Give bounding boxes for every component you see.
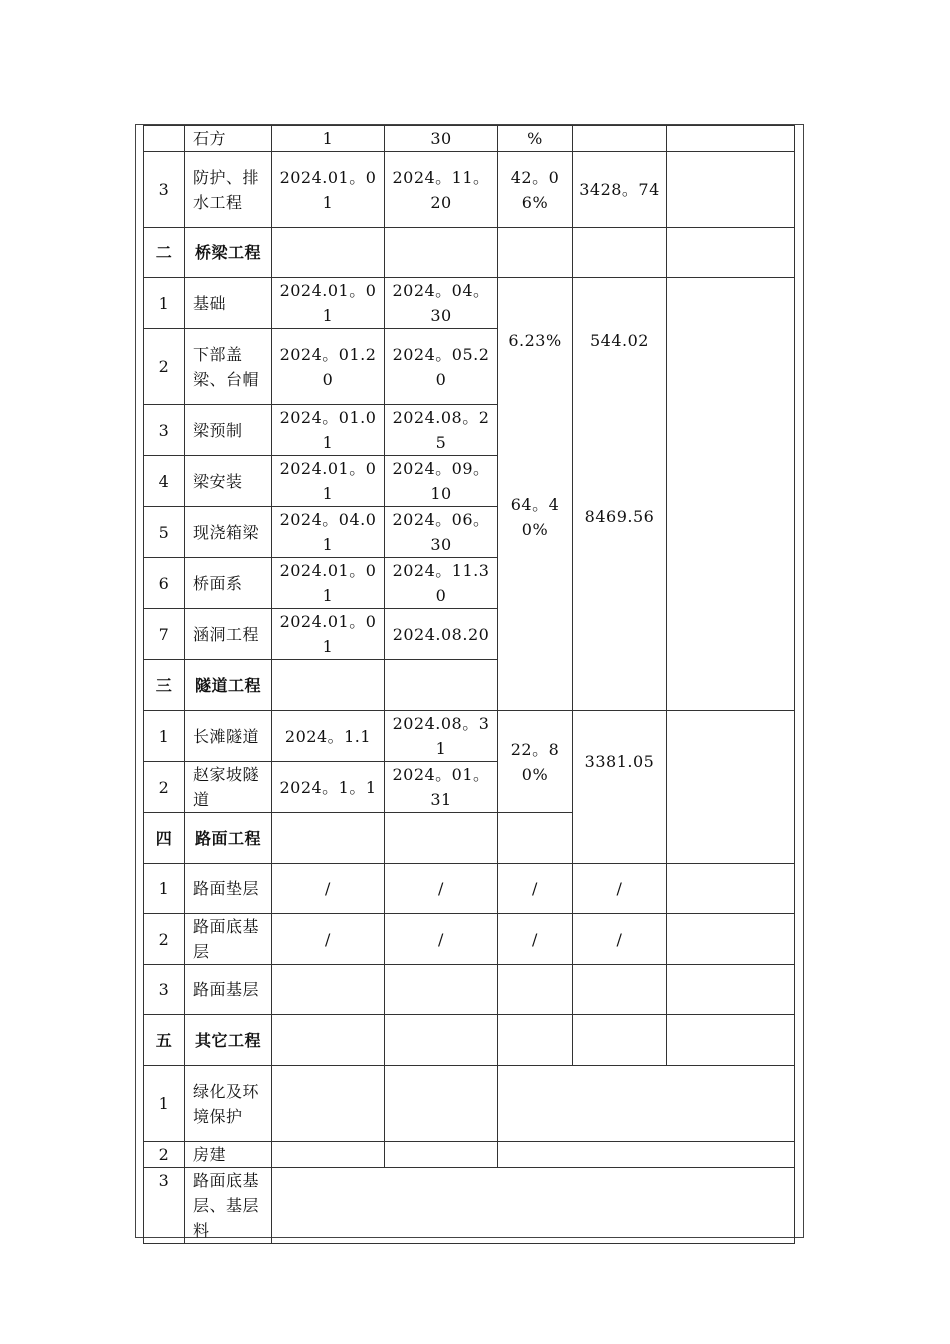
cell-start: 1 xyxy=(272,126,385,152)
cell-end xyxy=(385,1015,498,1066)
cell-amount xyxy=(573,965,667,1015)
cell-end xyxy=(385,228,498,278)
bridge-pct-merged xyxy=(498,278,573,711)
cell-start: 2024.01。01 xyxy=(272,278,385,329)
cell-name: 梁预制 xyxy=(185,405,272,456)
cell-name: 路面底基层、基层料 xyxy=(185,1168,272,1244)
cell-amount: / xyxy=(573,914,667,965)
cell-name: 基础 xyxy=(185,278,272,329)
cell-pct: / xyxy=(498,914,573,965)
cell-start xyxy=(272,1015,385,1066)
bridge-note-merged xyxy=(667,278,795,711)
bridge-amount-merged xyxy=(573,278,667,711)
cell-start xyxy=(272,660,385,711)
cell-rest xyxy=(498,1066,795,1142)
cell-no: 3 xyxy=(144,405,185,456)
cell-no: 6 xyxy=(144,558,185,609)
cell-amount xyxy=(573,126,667,152)
section-title: 路面工程 xyxy=(185,813,272,864)
table-row xyxy=(144,1168,795,1244)
cell-name: 桥面系 xyxy=(185,558,272,609)
cell-note xyxy=(667,1015,795,1066)
bridge-amount-a: 544.02 xyxy=(590,331,649,350)
cell-name: 长滩隧道 xyxy=(185,711,272,762)
cell-amount xyxy=(573,228,667,278)
cell-start: 2024。1.1 xyxy=(272,711,385,762)
cell-end: 2024。05.20 xyxy=(385,329,498,405)
cell-no: 2 xyxy=(144,329,185,405)
cell-note xyxy=(667,864,795,914)
cell-end: / xyxy=(385,864,498,914)
cell-no: 1 xyxy=(144,278,185,329)
cell-start: 2024。01.20 xyxy=(272,329,385,405)
cell-name: 绿化及环境保护 xyxy=(185,1066,272,1142)
cell-name: 房建 xyxy=(185,1142,272,1168)
table-row xyxy=(144,1066,795,1142)
cell-end xyxy=(385,1066,498,1142)
cell-no: 1 xyxy=(144,711,185,762)
section-number: 三 xyxy=(144,660,185,711)
tunnel-note-merged xyxy=(667,711,795,864)
cell-end xyxy=(385,660,498,711)
tunnel-pct-merged: 22。80% xyxy=(498,711,573,813)
cell-pct: / xyxy=(498,864,573,914)
table-row xyxy=(144,914,795,965)
cell-start: / xyxy=(272,914,385,965)
cell-name: 涵洞工程 xyxy=(185,609,272,660)
section-title: 其它工程 xyxy=(185,1015,272,1066)
cell-start: 2024。01.01 xyxy=(272,405,385,456)
cell-pct xyxy=(498,965,573,1015)
table-row xyxy=(144,864,795,914)
cell-no: 1 xyxy=(144,1066,185,1142)
cell-name: 下部盖梁、台帽 xyxy=(185,329,272,405)
cell-start xyxy=(272,965,385,1015)
bridge-pct-a: 6.23% xyxy=(508,331,562,350)
table-row xyxy=(144,965,795,1015)
table-row xyxy=(144,278,795,329)
cell-end: 2024.08.20 xyxy=(385,609,498,660)
cell-start: 2024.01。01 xyxy=(272,558,385,609)
cell-name: 石方 xyxy=(185,126,272,152)
cell-end: 2024。09。10 xyxy=(385,456,498,507)
section-title: 桥梁工程 xyxy=(185,228,272,278)
cell-note xyxy=(667,228,795,278)
cell-no: 5 xyxy=(144,507,185,558)
cell-pct: 42。06% xyxy=(498,152,573,228)
table-row xyxy=(144,126,795,152)
table-row xyxy=(144,711,795,762)
cell-rest xyxy=(498,1142,795,1168)
cell-no: 2 xyxy=(144,762,185,813)
cell-start: 2024。04.01 xyxy=(272,507,385,558)
cell-no: 2 xyxy=(144,1142,185,1168)
cell-amount xyxy=(573,1015,667,1066)
cell-end: 2024.08。31 xyxy=(385,711,498,762)
cell-start: 2024。1。1 xyxy=(272,762,385,813)
cell-name: 现浇箱梁 xyxy=(185,507,272,558)
cell-start: 2024.01。01 xyxy=(272,152,385,228)
cell-end: / xyxy=(385,914,498,965)
cell-name: 防护、排水工程 xyxy=(185,152,272,228)
cell-end: 2024。04。30 xyxy=(385,278,498,329)
cell-start xyxy=(272,1066,385,1142)
section-number: 二 xyxy=(144,228,185,278)
bridge-amount-b: 8469.56 xyxy=(584,507,655,526)
cell-note xyxy=(667,914,795,965)
cell-end: 2024.08。25 xyxy=(385,405,498,456)
tunnel-amount-merged: 3381.05 xyxy=(573,711,667,864)
cell-no: 2 xyxy=(144,914,185,965)
cell-no: 4 xyxy=(144,456,185,507)
cell-no: 3 xyxy=(144,152,185,228)
cell-name: 路面垫层 xyxy=(185,864,272,914)
cell-no: 3 xyxy=(144,965,185,1015)
cell-start xyxy=(272,228,385,278)
cell-note xyxy=(667,126,795,152)
cell-start xyxy=(272,813,385,864)
cell-name: 路面基层 xyxy=(185,965,272,1015)
cell-name: 路面底基层 xyxy=(185,914,272,965)
cell-end: 2024。11.30 xyxy=(385,558,498,609)
cell-amount: 3428。74 xyxy=(573,152,667,228)
cell-pct xyxy=(498,228,573,278)
section-number: 四 xyxy=(144,813,185,864)
cell-no: 7 xyxy=(144,609,185,660)
cell-start: 2024.01。01 xyxy=(272,609,385,660)
cell-end xyxy=(385,965,498,1015)
cell-amount: / xyxy=(573,864,667,914)
cell-note xyxy=(667,965,795,1015)
cell-end: 2024。11。20 xyxy=(385,152,498,228)
bridge-pct-b: 64。40% xyxy=(510,495,560,539)
schedule-table xyxy=(143,125,795,1244)
cell-start: 2024.01。01 xyxy=(272,456,385,507)
cell-name: 赵家坡隧道 xyxy=(185,762,272,813)
cell-end: 30 xyxy=(385,126,498,152)
section-number: 五 xyxy=(144,1015,185,1066)
cell-no: 1 xyxy=(144,864,185,914)
cell-name: 梁安装 xyxy=(185,456,272,507)
cell-rest xyxy=(272,1168,795,1244)
section-row xyxy=(144,228,795,278)
table-row xyxy=(144,152,795,228)
cell-end xyxy=(385,1142,498,1168)
cell-end xyxy=(385,813,498,864)
cell-pct: % xyxy=(498,126,573,152)
cell-note xyxy=(667,152,795,228)
cell-start xyxy=(272,1142,385,1168)
cell-end: 2024。06。30 xyxy=(385,507,498,558)
section-title: 隧道工程 xyxy=(185,660,272,711)
table-row xyxy=(144,1142,795,1168)
cell-no xyxy=(144,126,185,152)
cell-pct xyxy=(498,813,573,864)
section-row xyxy=(144,1015,795,1066)
cell-start: / xyxy=(272,864,385,914)
cell-pct xyxy=(498,1015,573,1066)
cell-end: 2024。01。31 xyxy=(385,762,498,813)
cell-no: 3 xyxy=(144,1168,185,1244)
